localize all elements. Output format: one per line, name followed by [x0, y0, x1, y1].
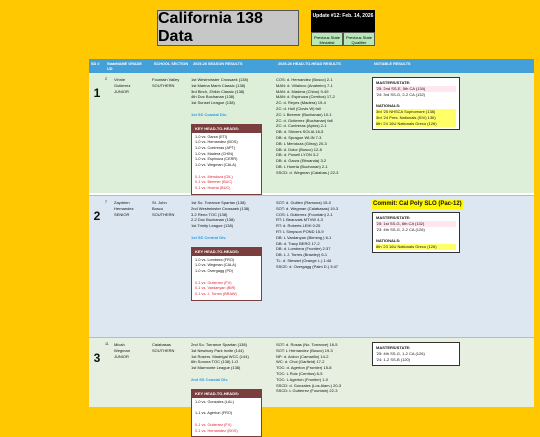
khh-loss-line: 0-1 vs. Beemer (BUC)	[195, 180, 233, 185]
h2h-line: DB: d. Sprague WLIN 7-3	[276, 134, 322, 140]
h2h-line: ZC: L Beemer (Buchanan) 10-1	[276, 111, 332, 117]
h2h-line: WC: d. Choi (Garfield) 17-2	[276, 359, 325, 365]
khh-title: KEY HEAD-TO-HEADS:	[192, 125, 261, 133]
update-badge: Update #12: Feb. 14, 2026	[311, 10, 375, 32]
khh-loss-line: 0-1 vs. Mendoza (OIL)	[195, 174, 233, 179]
khh-line: 1-0 vs. Gonzales (LAL)	[195, 399, 234, 404]
khh-line: 1-1 vs. Agerton (FRO)	[195, 411, 233, 416]
col-header-results: 2025-26 SEASON RESULTS	[193, 62, 243, 66]
h2h-line: DB: L Huerta (Buchanan) 2-1	[276, 163, 328, 169]
result-line: 1st Rosers. Madrigal WCC (144)	[191, 353, 249, 359]
previous-state-medalist-link[interactable]: Previous State Medalist	[311, 32, 343, 46]
result-line: 1st Newbury Park Invite (144)	[191, 347, 244, 353]
khh-loss-line: 0-1 vs. Hernandez (BOS)	[195, 428, 238, 433]
season-results-cell	[191, 338, 276, 437]
table-row	[89, 73, 534, 193]
rank-cell: 1	[93, 86, 101, 100]
h2h-line: RT: d. Roberts LEHI 0:25	[276, 223, 321, 229]
h2h-line: DB: d. Dolor (Bosco) 12-8	[276, 146, 322, 152]
head-to-head-cell	[276, 196, 371, 270]
result-line: 2nd Westminster Crossaek (138)	[191, 205, 250, 211]
rank-cell: 2	[93, 209, 101, 223]
masters-state-box	[372, 77, 460, 130]
h2h-line: SSCD: d. Wegman (Calabas.) 22-3	[276, 169, 339, 175]
key-head-to-heads-box	[191, 389, 262, 437]
h2h-line: SOT: d. Rosas (No. Torrance) 16-5	[276, 342, 338, 347]
col-header-name: NAME GRADE	[116, 62, 142, 66]
khh-line: 1-0 vs. Madera (CHIN)	[195, 151, 234, 156]
khh-line: 1-0 vs. Contreras (APT)	[195, 145, 236, 150]
nationals-line: 3rd '25 NHSCA Sophomore (138)	[376, 109, 456, 115]
masters-state-title: MASTERS/STATE:	[376, 214, 411, 220]
h2h-line: ZC: d. Gutierrez (Buchanan) fall	[276, 117, 333, 123]
h2h-line: ZC: d. Contreras (Aptos) 2-1	[276, 123, 327, 129]
first-name: Zaydrien	[114, 200, 130, 205]
h2h-line: DB: d. Shivers SOLIA 16-5	[276, 129, 324, 135]
khh-line: 1-0 vs. Espinoza (CERR)	[195, 157, 238, 162]
section-name: SOUTHERN	[152, 211, 175, 217]
last-name: Wegman	[114, 347, 130, 353]
section-name: SOUTHERN	[152, 82, 175, 88]
result-line: 1st Trinity League (138)	[191, 223, 234, 229]
khh-loss-line: 0-1 vs. Gutierrez (FV)	[195, 422, 232, 427]
key-head-to-heads-box	[191, 247, 262, 301]
h2h-line: SOT: d. Wegman (Calabasas) 19-3	[276, 205, 339, 211]
commit-badge: Commit: Cal Poly SLO (Pac-12)	[373, 201, 462, 207]
notable-line: '25: 4th SS-G, 1-2 CA (126)	[376, 351, 425, 356]
col-header-notables: NOTABLE RESULTS	[374, 62, 411, 66]
khh-line: 1-0 vs. Hernandez (BOS)	[195, 140, 238, 145]
first-name: Vinnie	[114, 77, 126, 82]
school-name: Fountain Valley	[152, 77, 180, 82]
col-header-h2h: 2025-26 HEAD-TO-HEAD RESULTS	[278, 62, 341, 66]
rankings-table	[89, 59, 534, 433]
school-name: Bosco	[152, 205, 164, 211]
season-results-cell	[191, 73, 276, 195]
name-cell	[114, 196, 149, 217]
h2h-line: DB: L Vardanyan (Birming.) 6-1	[276, 234, 332, 240]
season-results-cell	[191, 196, 276, 301]
h2h-line: SSCD: d. Gonzales (Los Alam.) 20-3	[276, 382, 342, 388]
h2h-line: DB: L J. Torres (Brawley) 6-1	[276, 252, 328, 258]
name-cell	[114, 73, 149, 94]
head-to-head-cell	[276, 73, 371, 176]
h2h-line: TL: d. Stewart (Orange L.) 1:46	[276, 257, 332, 263]
khh-line: 1-0 vs. Lombera (FRO)	[195, 257, 235, 262]
result-line: 1st Marina Marin Classic (138)	[191, 82, 246, 88]
result-line: 1st Westminster Crossaek (138)	[191, 77, 249, 82]
nationals-title: NATIONALS:	[376, 237, 401, 243]
khh-title: KEY HEAD-TO-HEADS:	[192, 248, 261, 256]
h2h-line: MAN: d. Villalovo (Anaheim) 7-1	[276, 82, 333, 88]
h2h-line: TOC: L Ruiz (Cerritos) 6-5	[276, 370, 323, 376]
notable-results-cell	[372, 73, 532, 130]
khh-line: 1-0 vs. Garza (ETI)	[195, 134, 228, 139]
notable-results-cell	[372, 196, 532, 253]
last-name: Hernandez	[114, 205, 134, 211]
nationals-line: 3rd '24 Pres. Nationals (SIV) 136)	[376, 115, 456, 121]
masters-state-box	[372, 342, 460, 366]
khh-line: 1-0 vs. Wegman (CALA)	[195, 163, 237, 168]
school-cell	[152, 338, 192, 354]
notable-line: '23: 4th SS-G, 2-2 CA (126)	[376, 226, 425, 232]
section-result: 1st SS Central Div.	[191, 234, 227, 240]
grade: JUNIOR	[114, 88, 129, 94]
h2h-line: ZC: d. Reyes (Madera) 19-4	[276, 100, 326, 106]
section-result: 2nd SS Coastal Div.	[191, 376, 229, 382]
state-rank-cell: 11	[105, 342, 109, 346]
notable-results-cell	[372, 338, 532, 366]
result-line: 4th Doc Buchanan (138)	[191, 94, 235, 100]
result-line: 3-2 Reno TOC (138)	[191, 211, 228, 217]
h2h-line: MAN: d. Espinoza (Cerritos) 17-2	[276, 94, 335, 100]
table-row	[89, 337, 534, 433]
h2h-line: COS: d. Hernandez (Bosco) 2-1	[276, 77, 333, 82]
nationals-line: 8th '24 16U Nationals Greco (126)	[376, 121, 456, 127]
h2h-line: SOT: d. Guillen (Ramona) 15-0	[276, 200, 331, 205]
h2h-line: DB: L Mendoza (Gilroy) 20-3	[276, 140, 327, 146]
h2h-line: SOT: L Hernandez (Bosco) 19-3	[276, 347, 333, 353]
h2h-line: DB: d. Tracy BERG 17-2	[276, 240, 320, 246]
khh-line: 1-0 vs. Wegman (CALA)	[195, 263, 237, 268]
h2h-line: TOC: L Agerton (Frontier) 1-0	[276, 376, 329, 382]
h2h-line: DB: d. Garza (Etiwanda) 3-2	[276, 158, 327, 164]
h2h-line: TOC: d. Agerton (Frontier) 15-8	[276, 365, 332, 371]
col-header-state: State UD	[107, 62, 117, 71]
school-cell	[152, 196, 192, 217]
name-cell	[114, 338, 149, 359]
section-name: SOUTHERN	[152, 347, 175, 353]
notable-line: '24: 1-2 SS-B (120)	[376, 357, 411, 362]
masters-state-title: MASTERS/STATE:	[376, 345, 411, 350]
result-line: 1st Marmonte League (138)	[191, 365, 241, 371]
school-name: St. John	[152, 200, 167, 205]
h2h-line: RT: L Simpson POND 15-9	[276, 228, 324, 234]
state-rank-cell: 7	[105, 200, 107, 204]
masters-state-title: MASTERS/STATE:	[376, 80, 411, 85]
state-rank-cell: 2	[105, 77, 107, 81]
result-line: 3rd Birch, Zhikin Classic (138)	[191, 88, 245, 94]
nationals-line: 8th '23 16U Nationals Greco (126)	[376, 244, 456, 250]
h2h-line: SSCD: L Gutierrez (Fountain) 22-3	[276, 388, 338, 394]
grade: JUNIOR	[114, 353, 129, 359]
khh-line: 1-0 vs. Overgagg (PD)	[195, 268, 233, 273]
h2h-line: ZC: d. Hull (Clovis W) fall	[276, 105, 321, 111]
notable-line: '24: 3rd SS-G, 2-2 CA (132)	[376, 92, 426, 97]
section-result: 1st SS Coastal Div.	[191, 111, 227, 117]
masters-state-box	[372, 212, 460, 253]
h2h-line: DB: d. Powell LYON 3-2	[276, 152, 319, 158]
h2h-line: MAN: d. Madera (Chino) 9-49	[276, 88, 329, 94]
first-name: Micah	[114, 342, 125, 347]
khh-loss-line: 0-1 vs. Huerta (BUC)	[195, 186, 231, 191]
result-line: 2nd So. Torrance Spartan (138)	[191, 342, 247, 347]
h2h-line: DB: d. Lombera (Frontier) 2:37	[276, 246, 331, 252]
rank-cell: 3	[93, 351, 101, 365]
page-title: California 138 Data	[158, 10, 263, 45]
last-name: Gutierrez	[114, 82, 131, 88]
khh-loss-line: 0-1 vs. J. Torres (BRAW)	[195, 292, 237, 297]
h2h-line: COS: L Gutierrez (Fountain) 2-1	[276, 211, 333, 217]
key-head-to-heads-box	[191, 124, 262, 195]
result-line: 1st So. Torrance Spartan (138)	[191, 200, 246, 205]
previous-state-qualifier-link[interactable]: Previous State Qualifier	[343, 32, 375, 46]
nationals-title: NATIONALS:	[376, 103, 401, 108]
khh-loss-line: 0-1 vs. Vardanyan (BIR)	[195, 286, 236, 291]
notable-line: '25: 1st SS-G, 6th CA (132)	[376, 221, 456, 227]
school-name: Calabasas	[152, 342, 171, 347]
result-line: 6th Sonora TOC (138) 1-O	[191, 359, 239, 365]
table-header	[89, 59, 534, 73]
page-title-box	[157, 10, 299, 46]
grade: SENIOR	[114, 211, 130, 217]
result-line: 2-2 Doc Buchanan (138)	[191, 217, 235, 223]
result-line: 1st Sunset League (138)	[191, 100, 235, 106]
khh-loss-line: 0-1 vs. Gutierrez (FV)	[195, 280, 232, 285]
head-to-head-cell	[276, 338, 371, 394]
legend-links	[311, 32, 375, 46]
h2h-line: RT: L Beauvais MTVW 4-3	[276, 217, 323, 223]
school-cell	[152, 73, 192, 89]
notable-line: '25: 2nd SS-E, 5th CA (134)	[376, 86, 456, 92]
col-header-school: SCHOOL SECTION	[154, 62, 189, 66]
h2h-line: SSCE: d. Overgagg (Palm D.) 3:47	[276, 263, 339, 269]
khh-title: KEY HEAD-TO-HEADS:	[192, 390, 261, 398]
col-header-rank: SD #	[91, 62, 100, 66]
h2h-line: NP: d. Ardon (Camarillo) 14-2	[276, 353, 329, 359]
